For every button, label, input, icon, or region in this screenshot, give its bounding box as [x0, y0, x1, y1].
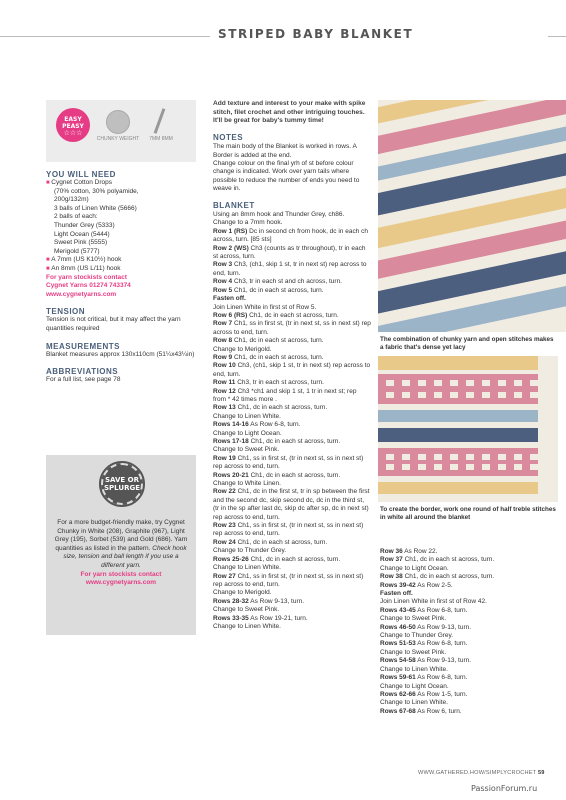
intro-text: Add texture and interest to your make with spike stitch, filet crochet and other intriguing touches. It'll be great for baby's tummy time!: [213, 100, 366, 125]
save-or-splurge-box: [46, 455, 196, 635]
row-label: Rows 54-58: [380, 657, 416, 665]
row-text: Change to Thunder Grey.: [213, 547, 287, 555]
row-label: Rows 17-18: [213, 438, 249, 445]
row-text: As Row 19-21, turn.: [248, 614, 308, 622]
instruction-line: [213, 438, 371, 446]
row-label: Rows 67-68: [380, 707, 416, 715]
materials-item: (70% cotton, 30% polyamide,: [54, 187, 139, 195]
row-label: Row 27: [213, 572, 236, 580]
instruction-line: [213, 388, 371, 405]
instruction-line: [213, 589, 371, 597]
row-text: Ch1, ss in first st, (tr in next st, ss in next st) rep across to end, turn.: [213, 572, 364, 588]
row-text: Change to Linen White.: [213, 412, 281, 420]
instruction-line: [213, 615, 371, 623]
row-text: Change to Light Ocean.: [380, 682, 449, 690]
row-text: Change to Sweet Pink.: [213, 606, 280, 614]
photo2-caption: To create the border, work one round of half treble stitches in white all around the blanket: [380, 506, 556, 522]
row-label: Row 1 (RS): [213, 227, 248, 235]
row-text: Change to Sweet Pink.: [380, 615, 447, 623]
instruction-line: [380, 607, 558, 615]
crochet-hook-icon: [154, 108, 166, 133]
row-text: Ch1, dc in each st across, turn.: [248, 471, 341, 479]
instruction-line: [213, 245, 371, 262]
row-text: Ch3, (ch1, skip 1 st, tr in next st) rep across to end, turn.: [213, 362, 371, 378]
instruction-line: [380, 582, 558, 590]
instruction-line: [213, 522, 371, 539]
row-text: Ch1, ss in first st, (tr in next st, ss in next st) rep across to end, turn.: [213, 454, 364, 471]
row-label: Row 12: [213, 387, 236, 395]
row-label: Row 38: [380, 573, 403, 581]
abbreviations-heading: ABBREVIATIONS: [46, 367, 119, 377]
instruction-line: [380, 657, 558, 665]
row-text: Ch3, tr in each st across, turn.: [235, 379, 324, 387]
row-label: Rows 46-50: [380, 623, 416, 631]
instruction-line: [380, 691, 558, 699]
instruction-line: [213, 379, 371, 387]
instruction-line: [380, 548, 558, 556]
stockist-line: For yarn stockists contact: [46, 273, 127, 281]
left-column: [46, 100, 196, 385]
instruction-line: [380, 649, 558, 657]
badge-line1: EASY: [64, 116, 82, 123]
materials-item: Sweet Pink (5555): [54, 239, 108, 247]
notes-heading: NOTES: [213, 132, 244, 142]
row-text: Change to Merigold.: [213, 589, 272, 597]
yarn-weight-label: CHUNKY WEIGHT: [96, 136, 140, 142]
row-text: Change to Sweet Pink.: [213, 446, 280, 454]
save-text: For a more budget-friendly make, try Cygnet Chunky in White (208), Graphite (967), Light Grey (195), Sorbet (539) and Gold (686). Yarn quantities as listed in the pattern.: [54, 519, 188, 552]
row-text: Change to Linen White.: [380, 665, 448, 673]
row-label: Row 6 (RS): [213, 311, 248, 319]
middle-column: [213, 100, 371, 631]
save-stockist-line1: For yarn stockists contact: [80, 570, 162, 578]
instruction-line: [380, 640, 558, 648]
row-text: Ch3 (counts as tr throughout), tr in each st across, turn.: [213, 244, 366, 261]
row-text: Ch3 *ch1 and skip 1 st, 1 tr in next st; rep from * 42 times more .: [213, 387, 357, 403]
instruction-line: [213, 455, 371, 472]
instruction-line: [213, 211, 371, 219]
measurements-text: Blanket measures approx 130x110cm (51¼x43¼in): [46, 350, 195, 358]
blanket-photo-svg: [378, 100, 566, 332]
instruction-line: [213, 320, 371, 337]
row-label: Row 24: [213, 538, 236, 546]
abbreviations-text: For a full list, see page 78: [46, 376, 121, 384]
instruction-line: [380, 615, 558, 623]
instruction-line: [213, 564, 371, 572]
row-text: Change to Sweet Pink.: [380, 648, 447, 656]
instruction-line: [213, 556, 371, 564]
row-label: Row 37: [380, 556, 403, 564]
row-text: Join Linen White in first st of Row 5.: [213, 303, 317, 311]
instruction-line: [380, 590, 558, 598]
star-icon: ☆☆☆: [63, 129, 83, 137]
row-label: Row 5: [213, 286, 233, 294]
save-stockist-link[interactable]: www.cygnetyarns.com: [85, 579, 157, 587]
instruction-line: [213, 295, 371, 303]
row-text: Change to White Linen.: [213, 480, 281, 488]
photo1-caption: The combination of chunky yarn and open stitches makes a fabric that's dense yet lacy: [380, 336, 554, 352]
instruction-line: [380, 674, 558, 682]
page-footer: [418, 770, 545, 776]
page-title: STRIPED BABY BLANKET: [218, 27, 414, 41]
instruction-line: [213, 278, 371, 286]
instruction-line: [213, 488, 371, 522]
row-text: As Row 1-5, turn.: [415, 690, 468, 698]
row-label: Row 22: [213, 488, 236, 496]
row-text: Join Linen White in first st of Row 42.: [380, 598, 487, 606]
row-text: Ch1, dc in each st across, turn.: [402, 556, 495, 564]
instruction-line: [380, 556, 558, 564]
row-label: Rows 51-53: [380, 640, 416, 648]
row-label: Rows 43-45: [380, 606, 416, 614]
row-text: Change to Linen White.: [213, 564, 281, 572]
row-text: Ch3, (ch1, skip 1 st, tr in next st) rep across to end, turn.: [213, 261, 367, 277]
save-italic-note: Check hook size, tension and ball length if you use a different yarn.: [63, 544, 187, 569]
row-text: Ch1, dc in each st across, turn.: [232, 286, 324, 294]
row-text: Ch3, tr in each st and ch across, turn.: [232, 278, 342, 286]
tension-text: Tension is not critical, but it may affect the yarn quantities required: [46, 316, 181, 332]
row-label: Fasten off.: [380, 590, 413, 598]
row-text: As Row 2-5.: [415, 581, 453, 589]
row-label: Row 36: [380, 548, 403, 555]
row-label: Row 23: [213, 522, 236, 530]
row-text: Using an 8mm hook and Thunder Grey, ch86.: [213, 211, 345, 219]
hook-size-label: 7MM 8MM: [149, 136, 173, 142]
yarn-ball-icon: [106, 110, 130, 134]
blanket-photo-top: [378, 100, 566, 332]
row-text: As Row 9-13, turn.: [415, 623, 472, 631]
row-label: Row 10: [213, 362, 236, 370]
row-label: Rows 28-32: [213, 597, 249, 605]
blanket-photo-bottom: [378, 356, 558, 502]
row-text: Ch1, dc in each st across, turn.: [235, 538, 328, 546]
instruction-line: [213, 598, 371, 606]
row-text: As Row 6-8, turn.: [415, 674, 468, 682]
instruction-line: [380, 666, 558, 674]
blanket-instructions: [213, 211, 371, 631]
instruction-line: [213, 228, 371, 245]
blanket-heading: BLANKET: [213, 200, 255, 210]
instruction-line: [380, 598, 558, 606]
row-text: As Row 9-13, turn.: [415, 657, 472, 665]
measurements-heading: MEASUREMENTS: [46, 341, 121, 351]
instruction-line: [380, 624, 558, 632]
row-text: As Row 9-13, turn.: [248, 597, 305, 605]
row-text: As Row 22.: [402, 548, 438, 555]
row-label: Rows 20-21: [213, 471, 249, 479]
tension-heading: TENSION: [46, 307, 86, 317]
instruction-line: [213, 312, 371, 320]
row-text: Change to Light Ocean.: [380, 564, 449, 572]
instruction-line: [213, 480, 371, 488]
stockist-link[interactable]: www.cygnetyarns.com: [46, 290, 117, 298]
stockist-line: Cygnet Yarns 01274 743374: [46, 282, 131, 290]
instruction-line: [213, 287, 371, 295]
row-label: Row 19: [213, 454, 236, 462]
instruction-line: [380, 683, 558, 691]
instruction-line: [213, 421, 371, 429]
materials-item: Thunder Grey (5333): [54, 221, 115, 229]
row-text: Change to a 7mm hook.: [213, 219, 283, 227]
instruction-line: [213, 446, 371, 454]
row-text: Ch1, ss in first st, (tr in next st, ss in next st) rep across to end, turn.: [213, 320, 371, 336]
difficulty-badge: [56, 108, 90, 142]
row-text: Ch1, dc in each st across, turn.: [248, 438, 341, 445]
row-label: Row 11: [213, 379, 236, 387]
instruction-line: [213, 623, 371, 631]
materials-item: Light Ocean (5444): [54, 230, 110, 238]
instruction-line: [213, 606, 371, 614]
row-text: Ch1, dc in each st across, turn.: [247, 311, 339, 319]
row-label: Rows 25-26: [213, 555, 249, 563]
row-label: Row 3: [213, 261, 233, 269]
instruction-line: [213, 346, 371, 354]
watermark: PassionForum.ru: [471, 784, 538, 793]
page-number: 59: [537, 770, 545, 776]
badge-line2: PEASY: [62, 123, 84, 130]
row-label: Row 4: [213, 278, 233, 286]
instruction-line: [380, 699, 558, 707]
header-rule-right: [548, 36, 566, 37]
stockist-info: [46, 274, 196, 300]
instruction-line: [213, 472, 371, 480]
row-label: Rows 39-42: [380, 581, 416, 589]
notes-paragraph: The main body of the Blanket is worked in rows. A Border is added at the end.: [213, 143, 357, 159]
row-text: Dc in second ch from hook, dc in each ch across, turn. [85 sts]: [213, 227, 368, 244]
instruction-line: [213, 430, 371, 438]
materials-item: ■ Cygnet Cotton Drops: [46, 179, 196, 188]
row-label: Row 8: [213, 337, 233, 345]
row-label: Row 2 (WS): [213, 244, 249, 252]
row-label: Row 13: [213, 404, 236, 412]
row-text: Change to Linen White.: [213, 622, 281, 630]
notes-paragraph: Change colour on the final yrh of st before colour change is indicated. Work over yarn tails where possible to reduce the number of ends you need to weave in.: [213, 160, 360, 193]
instruction-line: [213, 539, 371, 547]
instruction-line: [380, 573, 558, 581]
row-text: Ch1, dc in each st across, turn.: [235, 404, 328, 412]
row-text: Change to Thunder Grey.: [380, 632, 454, 640]
row-label: Rows 14-16: [213, 421, 249, 429]
row-label: Rows 33-35: [213, 614, 249, 622]
instruction-line: [213, 304, 371, 312]
blanket-detail-svg: [378, 356, 558, 502]
instruction-line: [380, 708, 558, 716]
row-text: Ch1, dc in the first st, tr in sp between the first and the second dc, skip second dc, dc in the third st, (tr in the sp after last dc, skip dc after sp, dc in next st) rep across to end, turn.: [213, 488, 370, 521]
instruction-line: [213, 404, 371, 412]
row-label: Rows 59-61: [380, 674, 416, 682]
instruction-line: [380, 632, 558, 640]
materials-item: ■ An 8mm (US L/11) hook: [46, 265, 196, 274]
instruction-line: [213, 219, 371, 227]
row-label: Fasten off.: [213, 295, 246, 303]
instruction-line: [213, 261, 371, 278]
row-text: Change to Light Ocean.: [213, 429, 282, 437]
materials-item: 3 balls of Linen White (5666): [54, 204, 137, 212]
header-rule-left: [0, 36, 210, 37]
row-text: Ch1, dc in each st across, turn.: [248, 555, 341, 563]
row-text: As Row 6-8, turn.: [248, 421, 301, 429]
instruction-line: [213, 337, 371, 345]
instruction-line: [213, 413, 371, 421]
row-text: Change to Merigold.: [213, 345, 272, 353]
row-text: As Row 6-8, turn.: [415, 640, 468, 648]
row-text: Ch1, dc in each st across, turn.: [232, 353, 324, 361]
row-text: Ch1, dc in each st across, turn.: [232, 337, 324, 345]
materials-item: 2 balls of each:: [54, 213, 98, 221]
yarn-info-card: [46, 100, 196, 162]
instruction-line: [213, 547, 371, 555]
footer-site: WWW.GATHERED.HOW/SIMPLYCROCHET: [418, 770, 537, 776]
save-badge-line1: SAVE OR: [105, 476, 139, 484]
right-instructions: [380, 548, 558, 716]
instruction-line: [380, 565, 558, 573]
row-text: As Row 6, turn.: [415, 707, 462, 715]
instruction-line: [213, 354, 371, 362]
row-label: Rows 62-66: [380, 690, 416, 698]
materials-list: [46, 179, 196, 274]
row-text: Change to Linen White.: [380, 699, 448, 707]
you-will-need-heading: YOU WILL NEED: [46, 170, 116, 179]
instruction-line: [213, 362, 371, 379]
row-text: Ch1, ss in first st, (tr in next st, ss in next st) rep across to end, turn.: [213, 522, 364, 538]
row-label: Row 7: [213, 320, 233, 328]
materials-item: 200g/132m): [54, 196, 89, 204]
save-or-splurge-badge: [101, 463, 143, 505]
page-header: [0, 0, 566, 60]
materials-item: Merigold (5777): [54, 247, 100, 255]
save-badge-line2: SPLURGE: [104, 484, 140, 492]
row-text: Ch1, dc in each st across, turn.: [402, 573, 495, 581]
row-text: As Row 6-8, turn.: [415, 606, 468, 614]
row-label: Row 9: [213, 353, 233, 361]
materials-item: ■ A 7mm (US K10½) hook: [46, 256, 196, 265]
instruction-line: [213, 573, 371, 590]
